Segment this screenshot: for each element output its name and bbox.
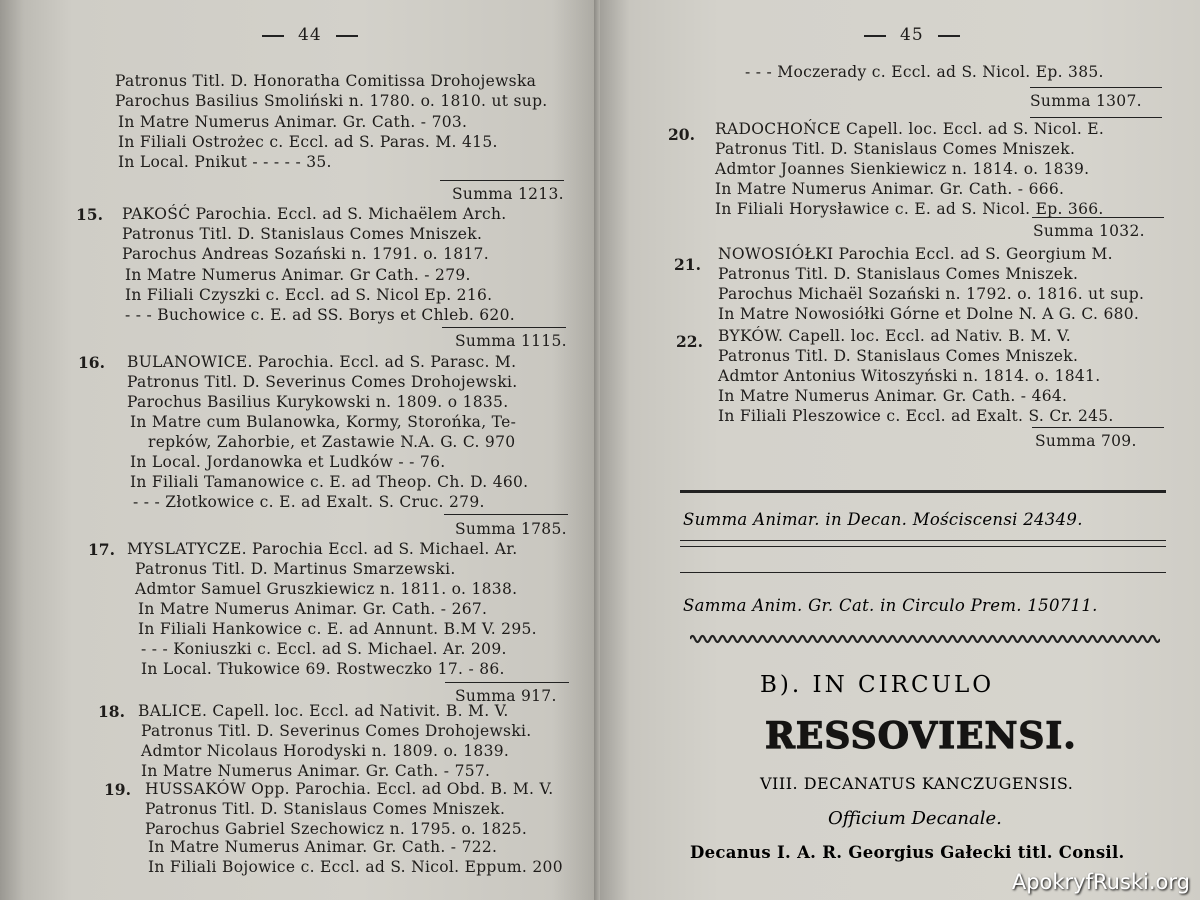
text-line: BULANOWICE. Parochia. Eccl. ad S. Parasc. M. — [127, 353, 517, 371]
entry-number: 19. — [104, 780, 131, 799]
text-line: In Matre Numerus Animar. Gr Cath. - 279. — [125, 266, 471, 284]
entry-number: 22. — [676, 332, 703, 351]
officium-heading: Officium Decanale. — [828, 808, 1002, 829]
text-line: HUSSAKÓW Opp. Parochia. Eccl. ad Obd. B. M. V. — [145, 780, 554, 798]
text-line: - - - Moczerady c. Eccl. ad S. Nicol. Ep. 385. — [745, 63, 1104, 81]
entry-number: 17. — [88, 540, 115, 559]
summa-rule — [444, 514, 568, 515]
text-line: Patronus Titl. D. Stanislaus Comes Mniszek. — [122, 225, 483, 243]
summa-rule — [1030, 87, 1162, 88]
text-line: Summa 1785. — [455, 520, 567, 538]
text-line: Summa 1307. — [1030, 92, 1142, 110]
text-line: repków, Zahorbie, et Zastawie N.A. G. C. 970 — [148, 433, 516, 451]
summa-circulo: Samma Anim. Gr. Cat. in Circulo Prem. 150711. — [683, 596, 1098, 615]
right-page-number: 45 — [850, 25, 974, 45]
text-line: Patronus Titl. D. Honoratha Comitissa Drohojewska — [115, 72, 537, 90]
double-rule-top — [680, 540, 1166, 541]
text-line: In Local. Jordanowka et Ludków - - 76. — [130, 453, 446, 471]
summa-rule — [445, 682, 569, 683]
text-line: - - - Koniuszki c. Eccl. ad S. Michael. Ar. 209. — [141, 640, 507, 658]
text-line: In Matre Numerus Animar. Gr. Cath. - 267. — [138, 600, 488, 618]
text-line: Summa 1115. — [455, 332, 567, 350]
text-line: RADOCHOŃCE Capell. loc. Eccl. ad S. Nicol. E. — [715, 120, 1105, 138]
watermark: ApokryfRuski.org — [1011, 870, 1190, 894]
text-line: Parochus Basilius Smoliński n. 1780. o. 1810. ut sup. — [115, 92, 548, 110]
text-line: Summa 917. — [455, 687, 557, 705]
summa-rule — [1032, 427, 1164, 428]
text-line: In Matre Numerus Animar. Gr. Cath. - 464. — [718, 387, 1068, 405]
text-line: In Matre Numerus Animar. Gr. Cath. - 757. — [141, 762, 491, 780]
summa-rule — [1030, 117, 1162, 118]
circulo-name: RESSOVIENSI. — [765, 715, 1077, 757]
text-line: Summa 709. — [1035, 432, 1137, 450]
text-line: Summa 1032. — [1033, 222, 1145, 240]
text-line: Patronus Titl. D. Stanislaus Comes Mniszek. — [145, 800, 506, 818]
wavy-ornament — [690, 632, 1160, 646]
text-line: BYKÓW. Capell. loc. Eccl. ad Nativ. B. M. V. — [718, 327, 1072, 345]
decanus-line: Decanus I. A. R. Georgius Gałecki titl. Consil. — [690, 843, 1125, 862]
text-line: In Matre Numerus Animar. Gr. Cath. - 722. — [148, 838, 498, 856]
text-line: In Matre cum Bulanowka, Kormy, Storońka, Te- — [130, 413, 517, 431]
right-page — [600, 0, 1200, 900]
entry-number: 21. — [674, 255, 701, 274]
text-line: In Matre Numerus Animar. Gr. Cath. - 703. — [118, 113, 468, 131]
text-line: MYSLATYCZE. Parochia Eccl. ad S. Michael. Ar. — [127, 540, 518, 558]
double-rule-bottom — [680, 546, 1166, 547]
text-line: NOWOSIÓŁKI Parochia Eccl. ad S. Georgium M. — [718, 245, 1113, 263]
decanatus-heading: VIII. DECANATUS KANCZUGENSIS. — [760, 774, 1074, 793]
entry-number: 15. — [76, 205, 103, 224]
text-line: Admtor Antonius Witoszyński n. 1814. o. 1841. — [718, 367, 1101, 385]
text-line: Patronus Titl. D. Severinus Comes Drohojewski. — [141, 722, 532, 740]
text-line: - - - Buchowice c. E. ad SS. Borys et Chleb. 620. — [125, 306, 515, 324]
text-line: In Filiali Ostrożec c. Eccl. ad S. Paras. M. 415. — [118, 133, 498, 151]
text-line: In Filiali Bojowice c. Eccl. ad S. Nicol. Eppum. 200 — [148, 858, 563, 876]
text-line: In Matre Nowosiółki Górne et Dolne N. A G. C. 680. — [718, 305, 1140, 323]
text-line: In Matre Numerus Animar. Gr. Cath. - 666. — [715, 180, 1065, 198]
text-line: In Filiali Tamanowice c. E. ad Theop. Ch. D. 460. — [130, 473, 529, 491]
text-line: Patronus Titl. D. Stanislaus Comes Mniszek. — [715, 140, 1076, 158]
text-line: Parochus Andreas Sozański n. 1791. o. 1817. — [122, 245, 489, 263]
text-line: Admtor Nicolaus Horodyski n. 1809. o. 1839. — [141, 742, 510, 760]
divider-rule — [680, 490, 1166, 493]
text-line: Patronus Titl. D. Stanislaus Comes Mniszek. — [718, 265, 1079, 283]
text-line: In Filiali Czyszki c. Eccl. ad S. Nicol Ep. 216. — [125, 286, 493, 304]
text-line: Patronus Titl. D. Stanislaus Comes Mniszek. — [718, 347, 1079, 365]
text-line: In Local. Pnikut - - - - - 35. — [118, 153, 332, 171]
text-line: In Filiali Horysławice c. E. ad S. Nicol. Ep. 366. — [715, 200, 1104, 218]
text-line: PAKOŚĆ Parochia. Eccl. ad S. Michaëlem Arch. — [122, 205, 507, 223]
text-line: In Filiali Pleszowice c. Eccl. ad Exalt. S. Cr. 245. — [718, 407, 1114, 425]
text-line: Admtor Joannes Sienkiewicz n. 1814. o. 1839. — [715, 160, 1090, 178]
divider-rule-2 — [680, 572, 1166, 573]
text-line: Patronus Titl. D. Martinus Smarzewski. — [135, 560, 456, 578]
left-page-number: 44 — [248, 25, 372, 45]
text-line: In Filiali Hankowice c. E. ad Annunt. B.M V. 295. — [138, 620, 537, 638]
entry-number: 16. — [78, 353, 105, 372]
summa-rule — [1032, 217, 1164, 218]
text-line: In Local. Tłukowice 69. Rostweczko 17. - 86. — [141, 660, 505, 678]
summa-rule — [440, 180, 564, 181]
text-line: Parochus Basilius Kurykowski n. 1809. o 1835. — [127, 393, 509, 411]
circulo-heading: B). IN CIRCULO — [760, 672, 995, 698]
text-line: Summa 1213. — [452, 185, 564, 203]
text-line: Patronus Titl. D. Severinus Comes Drohojewski. — [127, 373, 518, 391]
summa-rule — [442, 327, 566, 328]
summa-decan: Summa Animar. in Decan. Mościscensi 24349. — [683, 510, 1083, 529]
entry-number: 20. — [668, 125, 695, 144]
text-line: Admtor Samuel Gruszkiewicz n. 1811. o. 1838. — [135, 580, 518, 598]
text-line: Parochus Michaël Sozański n. 1792. o. 1816. ut sup. — [718, 285, 1145, 303]
text-line: - - - Złotkowice c. E. ad Exalt. S. Cruc. 279. — [133, 493, 485, 511]
text-line: BALICE. Capell. loc. Eccl. ad Nativit. B. M. V. — [138, 702, 509, 720]
entry-number: 18. — [98, 702, 125, 721]
text-line: Parochus Gabriel Szechowicz n. 1795. o. 1825. — [145, 820, 528, 838]
